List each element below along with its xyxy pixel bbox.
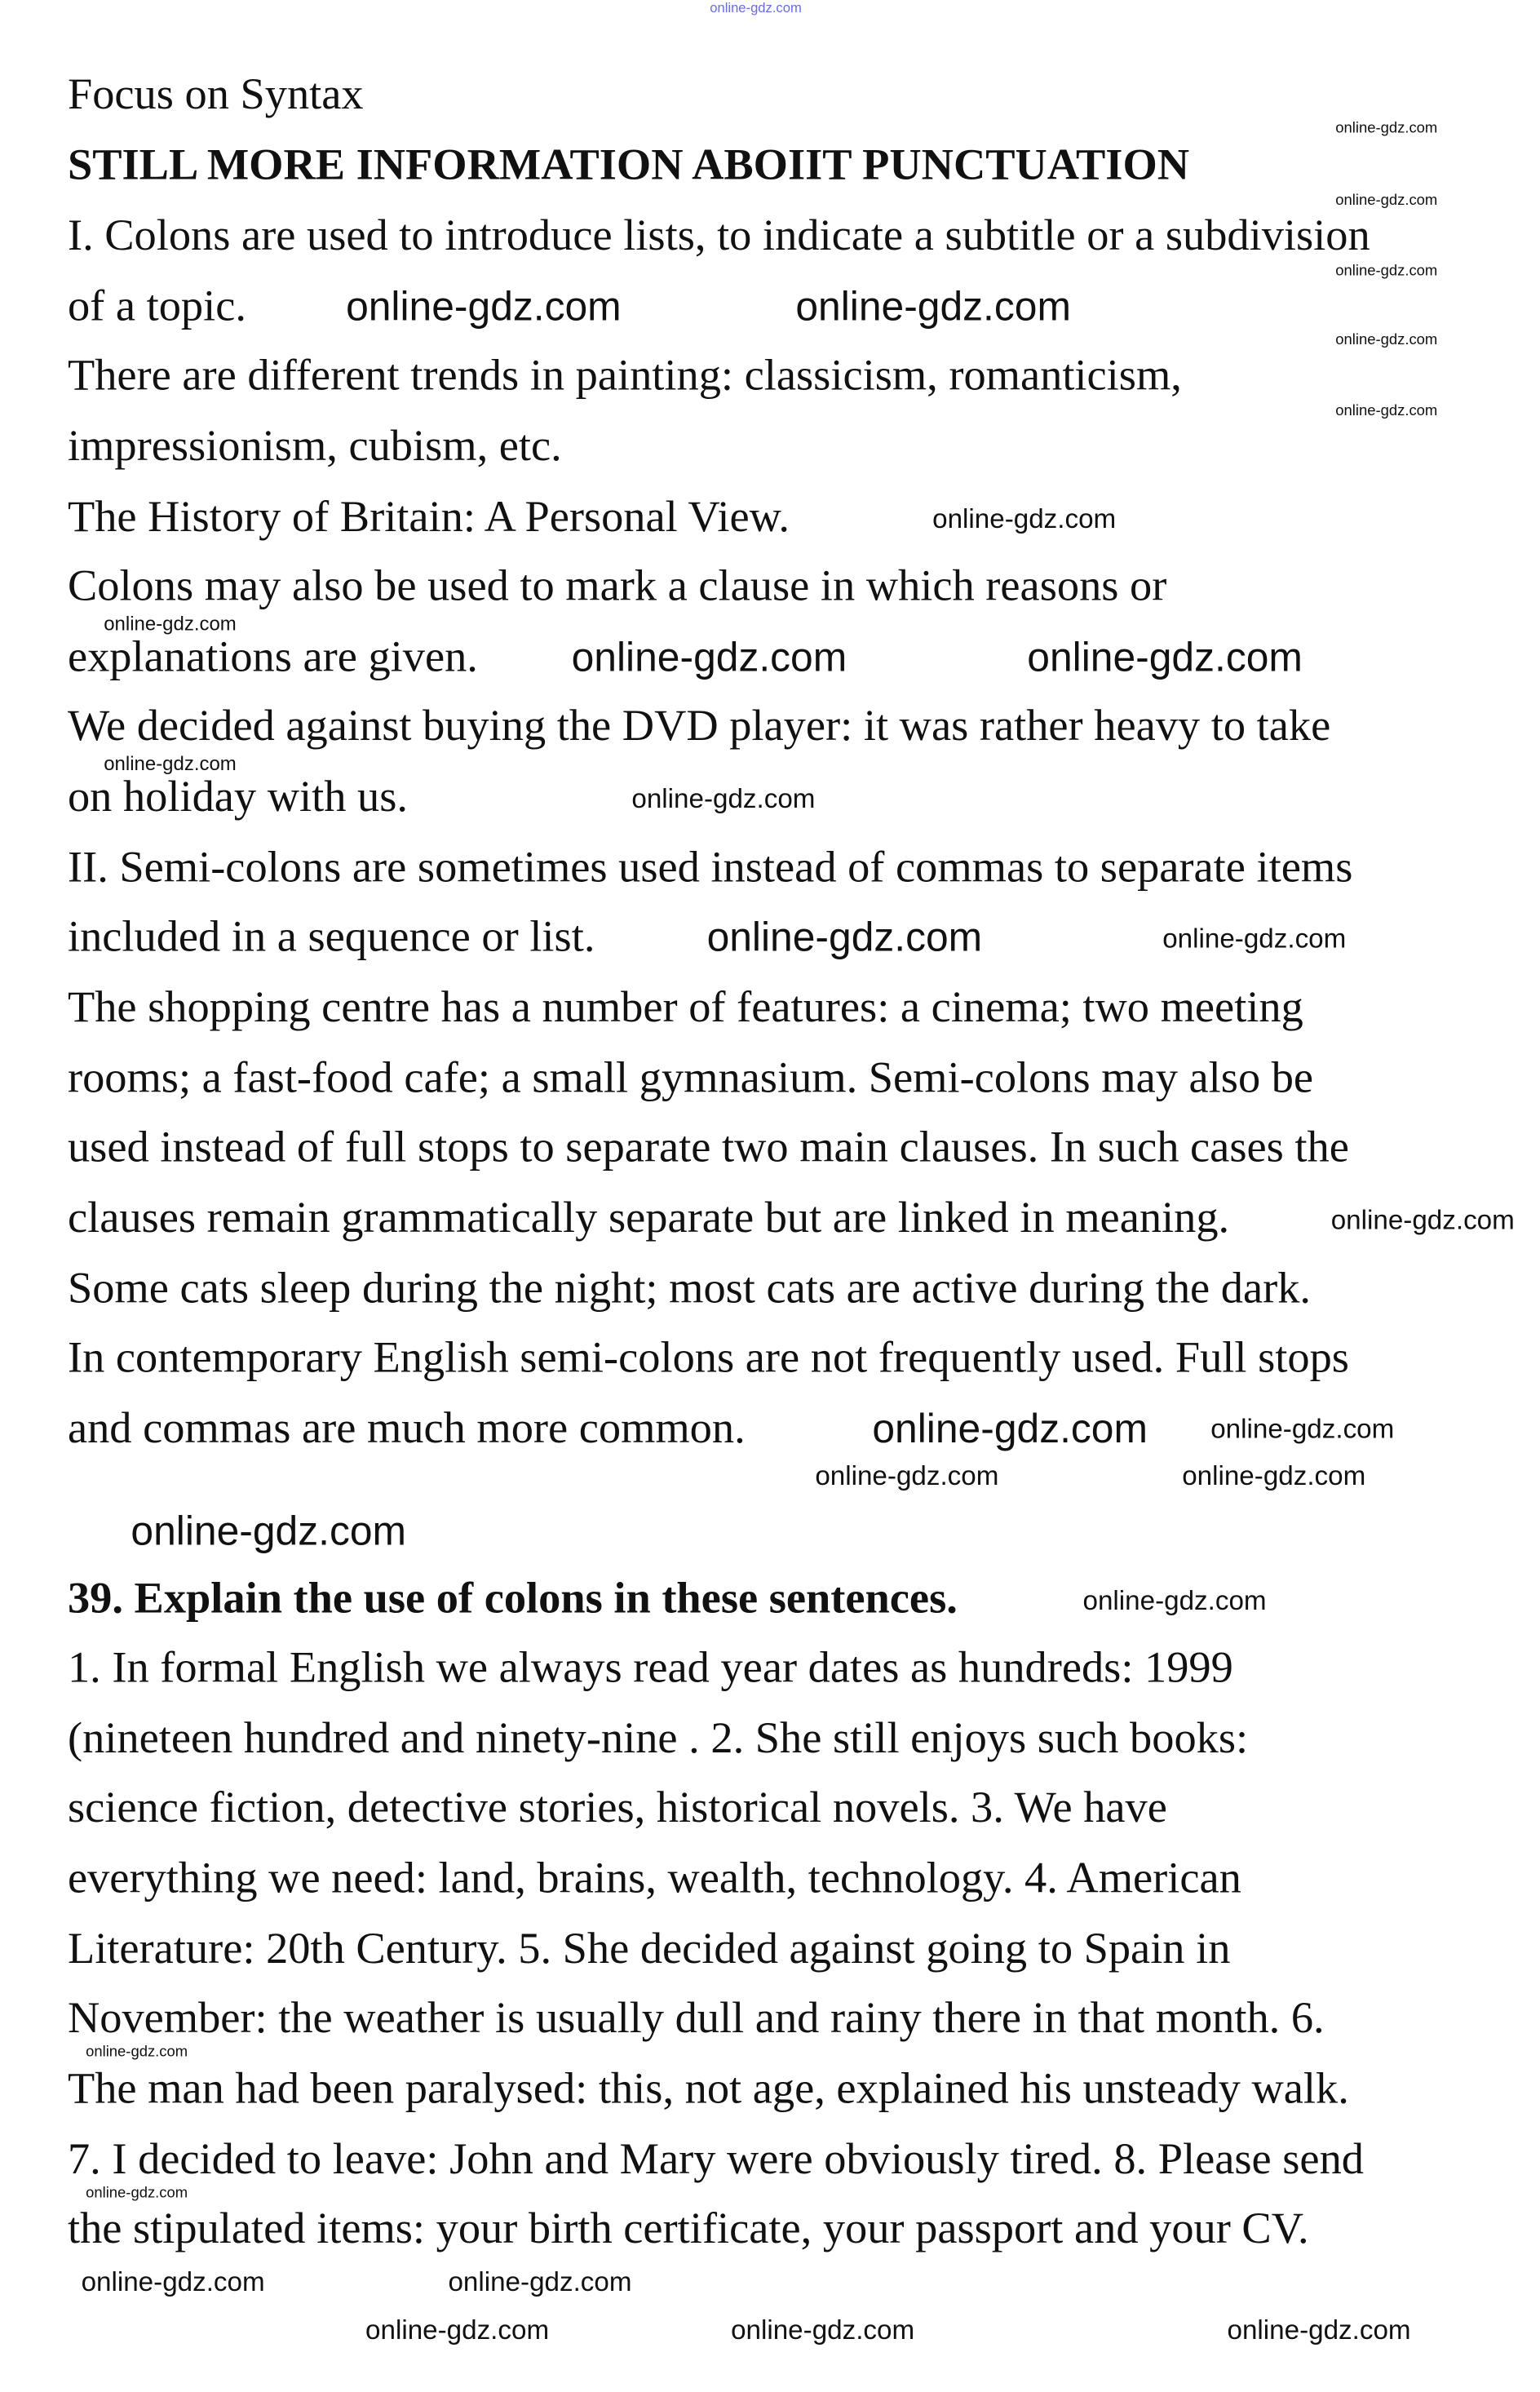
text-line: included in a sequence or list. [67, 913, 595, 962]
section-label: Focus on Syntax [67, 70, 364, 119]
text-line: Some cats sleep during the night; most cats are active during the dark. [67, 1265, 1312, 1313]
watermark: online-gdz.com [1162, 924, 1347, 954]
watermark: online-gdz.com [710, 0, 802, 16]
watermark: online-gdz.com [1335, 332, 1438, 349]
text-line: (nineteen hundred and ninety-nine . 2. She still enjoys such books: [67, 1714, 1249, 1763]
text-line: rooms; a fast-food cafe; a small gymnasium. Semi-colons may also be [67, 1054, 1314, 1103]
text-line: The History of Britain: A Personal View. [67, 493, 790, 542]
watermark: online-gdz.com [1082, 1585, 1267, 1616]
text-line: on holiday with us. [67, 773, 408, 822]
watermark: online-gdz.com [104, 751, 237, 775]
text-line: the stipulated items: your birth certificate, your passport and your CV. [67, 2204, 1309, 2253]
watermark: online-gdz.com [815, 1460, 999, 1491]
text-line: November: the weather is usually dull and rainy there in that month. 6. [67, 1994, 1325, 2043]
text-line: The shopping centre has a number of features: a cinema; two meeting [67, 983, 1303, 1032]
text-line: II. Semi-colons are sometimes used instead of commas to separate items [67, 844, 1353, 893]
watermark: online-gdz.com [1182, 1460, 1366, 1491]
watermark: online-gdz.com [932, 503, 1117, 534]
watermark: online-gdz.com [631, 783, 816, 814]
text-line: explanations are given. [67, 633, 478, 682]
watermark: online-gdz.com [1027, 635, 1303, 680]
watermark: online-gdz.com [86, 2185, 188, 2203]
watermark: online-gdz.com [1335, 120, 1438, 137]
text-line: Literature: 20th Century. 5. She decided against going to Spain in [67, 1925, 1231, 1973]
text-line: Colons may also be used to mark a clause in which reasons or [67, 562, 1167, 611]
text-line: used instead of full stops to separate two main clauses. In such cases the [67, 1123, 1349, 1172]
text-line: of a topic. [67, 282, 246, 331]
text-line: 7. I decided to leave: John and Mary were obviously tired. 8. Please send [67, 2136, 1364, 2185]
watermark: online-gdz.com [346, 284, 622, 330]
text-line: I. Colons are used to introduce lists, to indicate a subtitle or a subdivision [67, 211, 1370, 260]
page-heading: STILL MORE INFORMATION ABOIIT PUNCTUATION [67, 141, 1190, 190]
text-line: The man had been paralysed: this, not age, explained his unsteady walk. [67, 2065, 1349, 2114]
watermark: online-gdz.com [365, 2314, 550, 2345]
text-line: everything we need: land, brains, wealth, technology. 4. American [67, 1854, 1241, 1903]
watermark: online-gdz.com [795, 284, 1071, 330]
watermark: online-gdz.com [86, 2044, 188, 2061]
watermark: online-gdz.com [706, 915, 983, 960]
text-line: 1. In formal English we always read year dates as hundreds: 1999 [67, 1644, 1233, 1693]
watermark: online-gdz.com [1227, 2314, 1411, 2345]
watermark: online-gdz.com [872, 1406, 1148, 1452]
watermark: online-gdz.com [1210, 1414, 1395, 1444]
watermark: online-gdz.com [731, 2314, 915, 2345]
text-line: There are different trends in painting: classicism, romanticism, [67, 352, 1182, 401]
text-line: impressionism, cubism, etc. [67, 423, 562, 472]
watermark: online-gdz.com [104, 612, 237, 636]
text-line: science fiction, detective stories, historical novels. 3. We have [67, 1783, 1167, 1832]
text-line: In contemporary English semi-colons are not frequently used. Full stops [67, 1334, 1349, 1383]
watermark: online-gdz.com [448, 2266, 632, 2297]
watermark: online-gdz.com [1330, 1204, 1515, 1235]
watermark: online-gdz.com [81, 2266, 265, 2297]
exercise-heading: 39. Explain the use of colons in these sentences. [67, 1575, 958, 1623]
watermark: online-gdz.com [1335, 403, 1438, 420]
text-line: We decided against buying the DVD player: it was rather heavy to take [67, 702, 1331, 751]
watermark: online-gdz.com [1335, 193, 1438, 210]
text-line: clauses remain grammatically separate but are linked in meaning. [67, 1194, 1230, 1243]
text-line: and commas are much more common. [67, 1405, 746, 1454]
watermark: online-gdz.com [131, 1508, 406, 1554]
watermark: online-gdz.com [571, 635, 847, 680]
watermark: online-gdz.com [1335, 263, 1438, 280]
